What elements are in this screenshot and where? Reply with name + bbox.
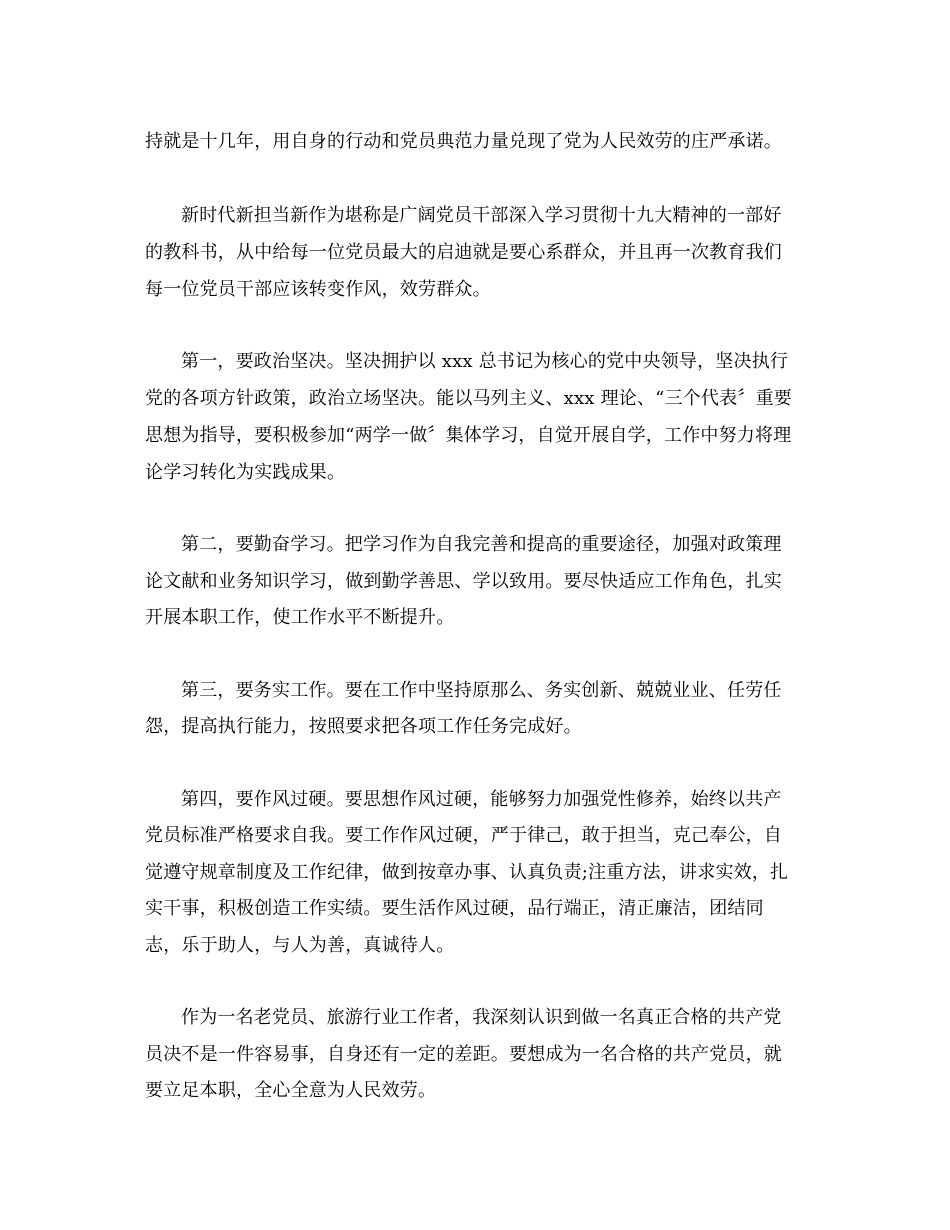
paragraph-4-line-1: 第二，要勤奋学习。把学习作为自我完善和提高的重要途径，加强对政策理 [181, 534, 782, 555]
paragraph-3-line-2: 党的各项方针政策，政治立场坚决。能以马列主义、xxx 理论、“三个代表〞重要 [145, 388, 792, 409]
paragraph-4-line-3: 开展本职工作，使工作水平不断提升。 [145, 607, 455, 628]
paragraph-2-line-1: 新时代新担当新作为堪称是广阔党员干部深入学习贯彻十九大精神的一部好 [181, 205, 782, 226]
paragraph-3-line-3: 思想为指导，要积极参加“两学一做〞集体学习，自觉开展自学，工作中努力将理 [145, 425, 792, 446]
paragraph-5-line-1: 第三，要务实工作。要在工作中坚持原那么、务实创新、兢兢业业、任劳任 [181, 680, 782, 701]
paragraph-2-line-3: 每一位党员干部应该转变作风，效劳群众。 [145, 279, 491, 300]
paragraph-7-line-1: 作为一名老党员、旅游行业工作者，我深刻认识到做一名真正合格的共产党 [181, 1007, 782, 1028]
paragraph-4-line-2: 论文献和业务知识学习，做到勤学善思、学以致用。要尽快适应工作角色，扎实 [145, 571, 782, 592]
paragraph-3-line-4: 论学习转化为实践成果。 [145, 462, 346, 483]
paragraph-1-line-1: 持就是十几年，用自身的行动和党员典范力量兑现了党为人民效劳的庄严承诺。 [145, 131, 782, 152]
paragraph-5-line-2: 怨，提高执行能力，按照要求把各项工作任务完成好。 [145, 716, 582, 737]
paragraph-6-line-3: 觉遵守规章制度及工作纪律，做到按章办事、认真负责;注重方法，讲求实效，扎 [145, 862, 789, 883]
paragraph-7-line-2: 员决不是一件容易事，自身还有一定的差距。要想成为一名合格的共产党员，就 [145, 1044, 782, 1065]
paragraph-3-line-1: 第一，要政治坚决。坚决拥护以 xxx 总书记为核心的党中央领导，坚决执行 [181, 351, 789, 372]
paragraph-6-line-2: 党员标准严格要求自我。要工作作风过硬，严于律己，敢于担当，克己奉公，自 [145, 825, 782, 846]
paragraph-2-line-2: 的教科书，从中给每一位党员最大的启迪就是要心系群众，并且再一次教育我们 [145, 242, 782, 263]
paragraph-6-line-5: 志，乐于助人，与人为善，真诚待人。 [145, 935, 455, 956]
paragraph-6-line-4: 实干事，积极创造工作实绩。要生活作风过硬，品行端正，清正廉洁，团结同 [145, 898, 764, 919]
paragraph-6-line-1: 第四，要作风过硬。要思想作风过硬，能够努力加强党性修养，始终以共产 [181, 789, 782, 810]
paragraph-7-line-3: 要立足本职，全心全意为人民效劳。 [145, 1080, 437, 1101]
